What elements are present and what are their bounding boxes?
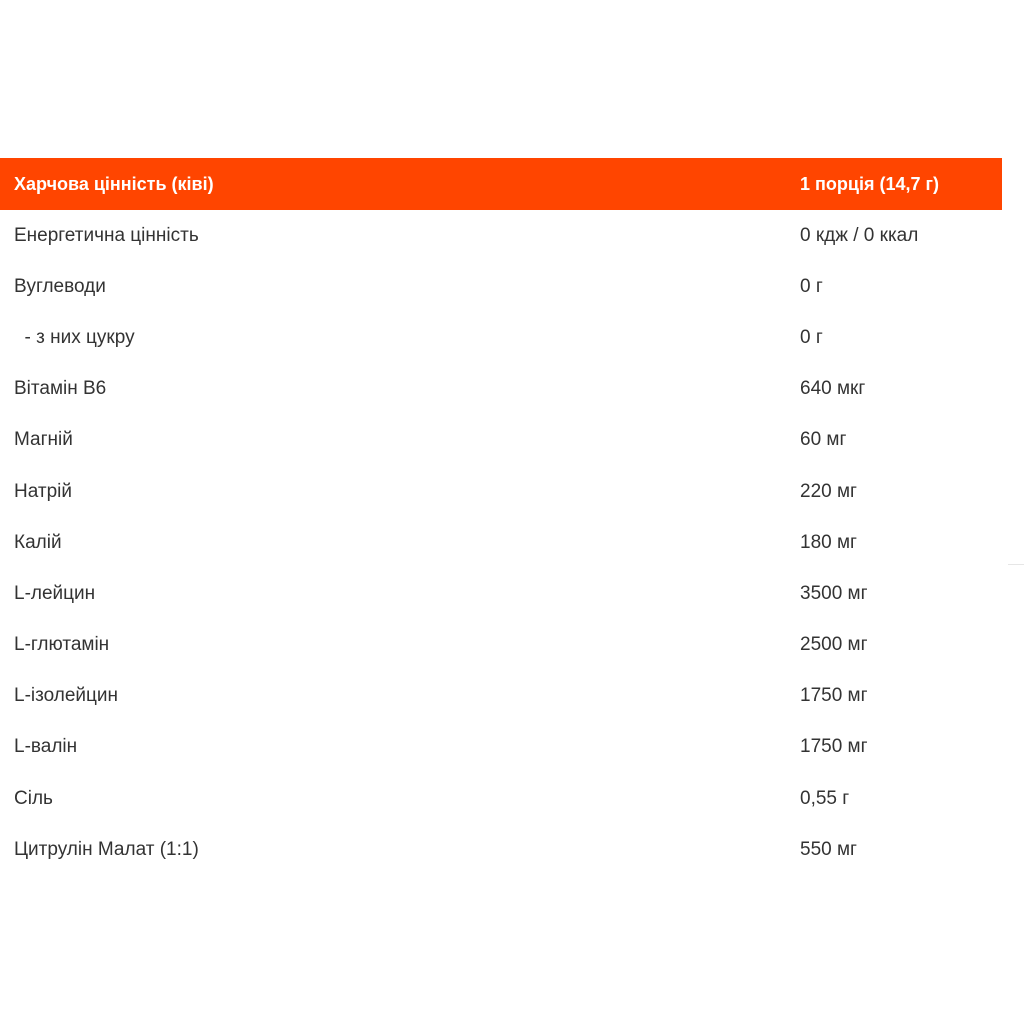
nutrient-name: - з них цукру bbox=[14, 326, 135, 348]
table-row bbox=[0, 364, 1002, 415]
table-row bbox=[0, 517, 1002, 568]
nutrient-name: L-валін bbox=[14, 736, 78, 758]
nutrient-value: 1750 мг bbox=[800, 685, 868, 707]
nutrient-name: Вуглеводи bbox=[14, 275, 106, 297]
nutrient-name: Калій bbox=[14, 531, 62, 553]
nutrient-name: Натрій bbox=[14, 480, 72, 502]
header-nutrition-label: Харчова цінність (ківі) bbox=[14, 173, 214, 194]
nutrient-value: 3500 мг bbox=[800, 582, 868, 604]
nutrient-name: L-ізолейцин bbox=[14, 685, 119, 707]
nutrient-name: L-глютамін bbox=[14, 634, 110, 656]
nutrient-value: 180 мг bbox=[800, 531, 857, 553]
nutrient-value: 640 мкг bbox=[800, 378, 866, 400]
table-row bbox=[0, 415, 1002, 466]
edge-divider bbox=[1008, 564, 1024, 565]
nutrient-name: Енергетична цінність bbox=[14, 224, 199, 246]
table-row bbox=[0, 210, 1002, 261]
nutrition-table bbox=[0, 158, 1002, 875]
nutrient-value: 0 кдж / 0 ккал bbox=[800, 224, 919, 246]
table-header-row bbox=[0, 158, 1002, 210]
header-serving-label: 1 порція (14,7 г) bbox=[800, 173, 939, 194]
table-row bbox=[0, 261, 1002, 312]
nutrient-name: L-лейцин bbox=[14, 582, 96, 604]
nutrient-value: 60 мг bbox=[800, 429, 847, 451]
nutrient-value: 1750 мг bbox=[800, 736, 868, 758]
nutrient-value: 220 мг bbox=[800, 480, 857, 502]
nutrient-value: 0 г bbox=[800, 326, 823, 348]
nutrient-value: 550 мг bbox=[800, 838, 857, 860]
table-row bbox=[0, 773, 1002, 824]
nutrient-value: 0,55 г bbox=[800, 787, 850, 809]
table-row bbox=[0, 568, 1002, 619]
table-row bbox=[0, 620, 1002, 671]
nutrient-name: Вітамін B6 bbox=[14, 378, 107, 400]
table-row bbox=[0, 671, 1002, 722]
nutrient-name: Магній bbox=[14, 429, 73, 451]
nutrient-name: Цитрулін Малат (1:1) bbox=[14, 838, 199, 860]
table-row bbox=[0, 824, 1002, 875]
table-row bbox=[0, 466, 1002, 517]
nutrient-value: 0 г bbox=[800, 275, 823, 297]
table-row bbox=[0, 722, 1002, 773]
nutrient-value: 2500 мг bbox=[800, 634, 868, 656]
table-row bbox=[0, 312, 1002, 363]
nutrient-name: Сіль bbox=[14, 787, 53, 809]
